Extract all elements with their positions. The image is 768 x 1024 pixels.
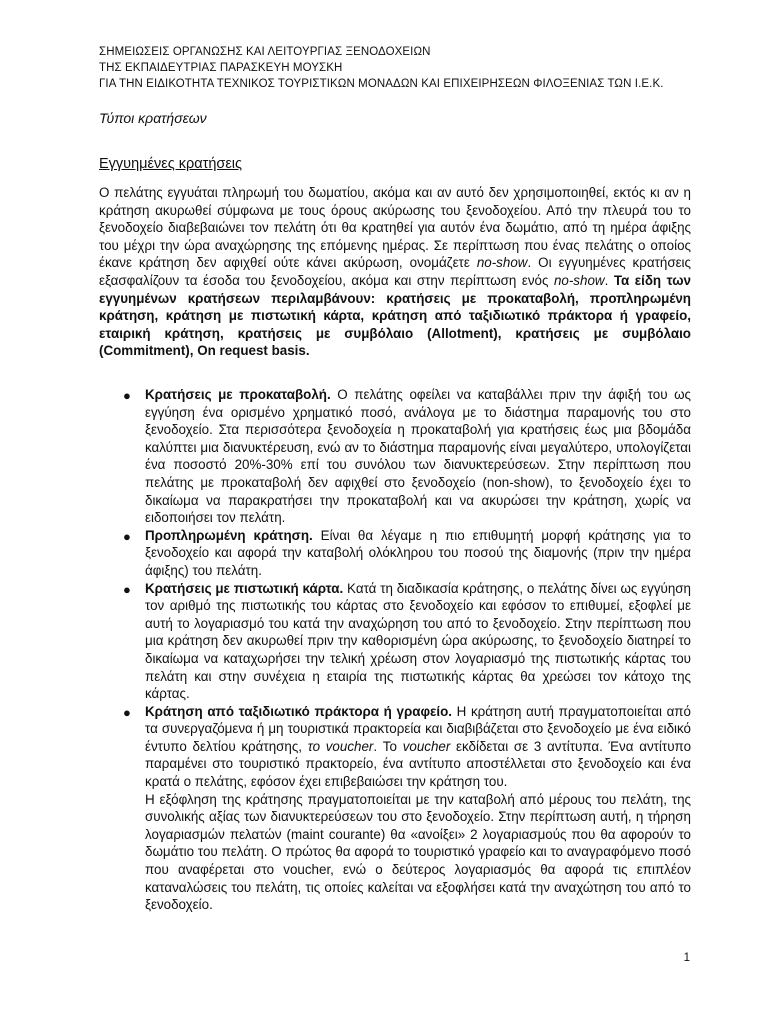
list-item-title: Κράτηση από ταξιδιωτικό πράκτορα ή γραφείο.: [145, 703, 453, 719]
list-item-body: Είναι θα λέγαμε η πιο επιθυμητή μορφή κράτησης για το ξενοδοχείο και αφορά την καταβολή ολόκληρου του ποσού της διαμονής (πριν την ημέρα άφιξης) του πελάτη.: [145, 527, 691, 578]
list-item-text: [145, 703, 691, 791]
list-item-continuation: Η εξόφληση της κράτησης πραγματοποιείται με την καταβολή από μέρους του πελάτη, της συνολικής αξίας των διανυκτερεύσεων του στο ξενοδοχείο. Στην περίπτωση αυτή, η τήρηση λογαριασμών πελατών (maint courante) θα «ανοίξει» 2 λογαριασμούς που θα αφορούν το δωμάτιο του πελάτη. Ο πρώτος θα αφορά το τουριστικό γραφείο και το αναγραφόμενο ποσό που αναφέρεται στο voucher, ενώ ο δεύτερος λογαριασμός θα αφορά τις επιπλέον καταναλώσεις του πελάτη, τις οποίες καλείται να εξοφλήσει κατά την αναχώτηση του από το ξενοδοχείο.: [145, 791, 691, 913]
list-item: [99, 580, 691, 703]
subheading-guaranteed-reservations: Εγγυημένες κρατήσεις: [99, 156, 243, 172]
header-line-2: ΤΗΣ ΕΚΠΑΙΔΕΥΤΡΙΑΣ ΠΑΡΑΣΚΕΥΗ ΜΟΥΣΚΗ: [99, 62, 343, 74]
list-item-text: [145, 580, 691, 703]
list-item-body-a: Η κράτηση αυτή πραγματοποιείται από τα συνεργαζόμενα ή μη τουριστικά πρακτορεία και διαβιβάζεται στο ξενοδοχείο με ένα ειδικό έντυπο δελτίου κράτησης,: [145, 703, 691, 754]
intro-no-show-2: no-show: [553, 272, 605, 288]
list-item-voucher-2: voucher: [402, 738, 451, 754]
intro-bold-summary: Τα είδη των εγγυημένων κρατήσεων περιλαμβάνουν: κρατήσεις με προκαταβολή, προπληρωμένη κράτηση, κράτηση με πιστωτική κάρτα, κράτηση από ταξιδιωτικό πράκτορα ή γραφείο, εταιρική κράτηση, κρατήσεις με συμβόλαιο (Allotment), κρατήσεις με συμβόλαιο (Commitment), On request basis.: [99, 272, 691, 359]
intro-no-show-1: no-show: [476, 255, 528, 271]
page-number: 1: [683, 952, 690, 964]
list-item-voucher-1: το voucher: [307, 738, 374, 754]
intro-text-2: . Οι εγγυημένες κρατήσεις εξασφαλίζουν τα έσοδα του ξενοδοχείου, ακόμα και στην περίπτωση ενός: [99, 255, 691, 288]
section-title: Τύποι κρατήσεων: [99, 110, 207, 126]
bullet-icon: ●: [123, 581, 131, 597]
list-item-title: Κρατήσεις με προκαταβολή.: [145, 387, 331, 402]
document-header: [99, 44, 719, 92]
list-item-body: Ο πελάτης οφείλει να καταβάλλει πριν την άφιξή του ως εγγύηση ένα ορισμένο χρηματικό ποσό, ανάλογα με το διάστημα παραμονής του στο ξενοδοχείο. Στα περισσότερα ξενοδοχεία η προκαταβολή για κρατήσεις έως μια βδομάδα καλύπτει μια διανυκτέρευση, ενώ αν το διάστημα παραμονής είναι μεγαλύτερο, υπολογίζεται ένα ποσοστό 20%-30% επί του συνόλου των διανυκτερεύσεων. Στην περίπτωση που πελάτης με προκαταβολή δεν αφιχθεί στο ξενοδοχείο (non-show), το ξενοδοχείο έχει το δικαίωμα να παρακρατήσει την προκαταβολή και να ακυρώσει την κράτηση, χωρίς να ειδοποιήσει τον πελάτη.: [145, 387, 691, 526]
list-item-title: Προπληρωμένη κράτηση.: [145, 527, 313, 543]
bullet-icon: ●: [123, 704, 131, 720]
intro-text-1: Ο πελάτης εγγυάται πληρωμή του δωματίου, ακόμα και αν αυτό δεν χρησιμοποιηθεί, εκτός κι αν η κράτηση ακυρωθεί σύμφωνα με τους όρους ακύρωσης του ξενοδοχείου. Από την πλευρά του το ξενοδοχείο διαβεβαιώνει τον πελάτη ότι θα κρατηθεί για αυτόν ένα δωμάτιο, από τη ημέρα άφιξης του μέχρι την ώρα αναχώρησης της επόμενης ημέρας. Σε περίπτωση που ένας πελάτης ο οποίος έκανε κράτηση δεν αφιχθεί ούτε κάνει ακύρωση, ονομάζετε: [99, 185, 691, 271]
list-item-text: [145, 527, 691, 580]
list-item-body-c: εκδίδεται σε 3 αντίτυπα. Ένα αντίτυπο παραμένει στο τουριστικό πρακτορείο, ένα αντίτυπο αποστέλλεται στο ξενοδοχείο και ένα κρατά ο πελάτης, εφόσον έχει επιβεβαιώσει την κράτηση του.: [145, 738, 692, 790]
header-line-1: ΣΗΜΕΙΩΣΕΙΣ ΟΡΓΑΝΩΣΗΣ ΚΑΙ ΛΕΙΤΟΥΡΓΙΑΣ ΞΕΝΟΔΟΧΕΙΩΝ: [99, 46, 431, 58]
list-item-text: [145, 386, 691, 527]
header-line-3: ΓΙΑ ΤΗΝ ΕΙΔΙΚΟΤΗΤΑ ΤΕΧΝΙΚΟΣ ΤΟΥΡΙΣΤΙΚΩΝ ΜΟΝΑΔΩΝ ΚΑΙ ΕΠΙΧΕΙΡΗΣΕΩΝ ΦΙΛΟΞΕΝΙΑΣ ΤΩΝ Ι.Ε.Κ.: [99, 78, 664, 90]
reservation-types-list: [99, 386, 691, 914]
intro-text-3: .: [604, 272, 614, 288]
intro-paragraph: [99, 184, 691, 360]
list-item: [99, 527, 691, 580]
list-item: [99, 386, 691, 527]
bullet-icon: ●: [123, 388, 131, 403]
list-item: [99, 703, 691, 914]
list-item-body-b: . Το: [373, 738, 403, 754]
list-item-body: Κατά τη διαδικασία κράτησης, ο πελάτης δίνει ως εγγύηση τον αριθμό της πιστωτικής του κάρτας στο ξενοδοχείο και εφόσον το επιθυμεί, εξοφλεί με αυτή το λογαριασμό του κατά την αναχώρηση του από το ξενοδοχείο. Στην περίπτωση που μια κράτηση δεν ακυρωθεί πριν την καθορισμένη ώρα ακύρωσης, το ξενοδοχείο διατηρεί το δικαίωμα να καταχωρήσει την τελική χρέωση στον λογαριασμό της πιστωτικής κάρτας του πελάτη και στην συνέχεια η εταιρία της πιστωτικής κάρτας θα χρεώσει τον κάτοχο της κάρτας.: [145, 580, 691, 702]
list-item-title: Κρατήσεις με πιστωτική κάρτα.: [145, 580, 344, 596]
bullet-icon: ●: [123, 528, 131, 544]
